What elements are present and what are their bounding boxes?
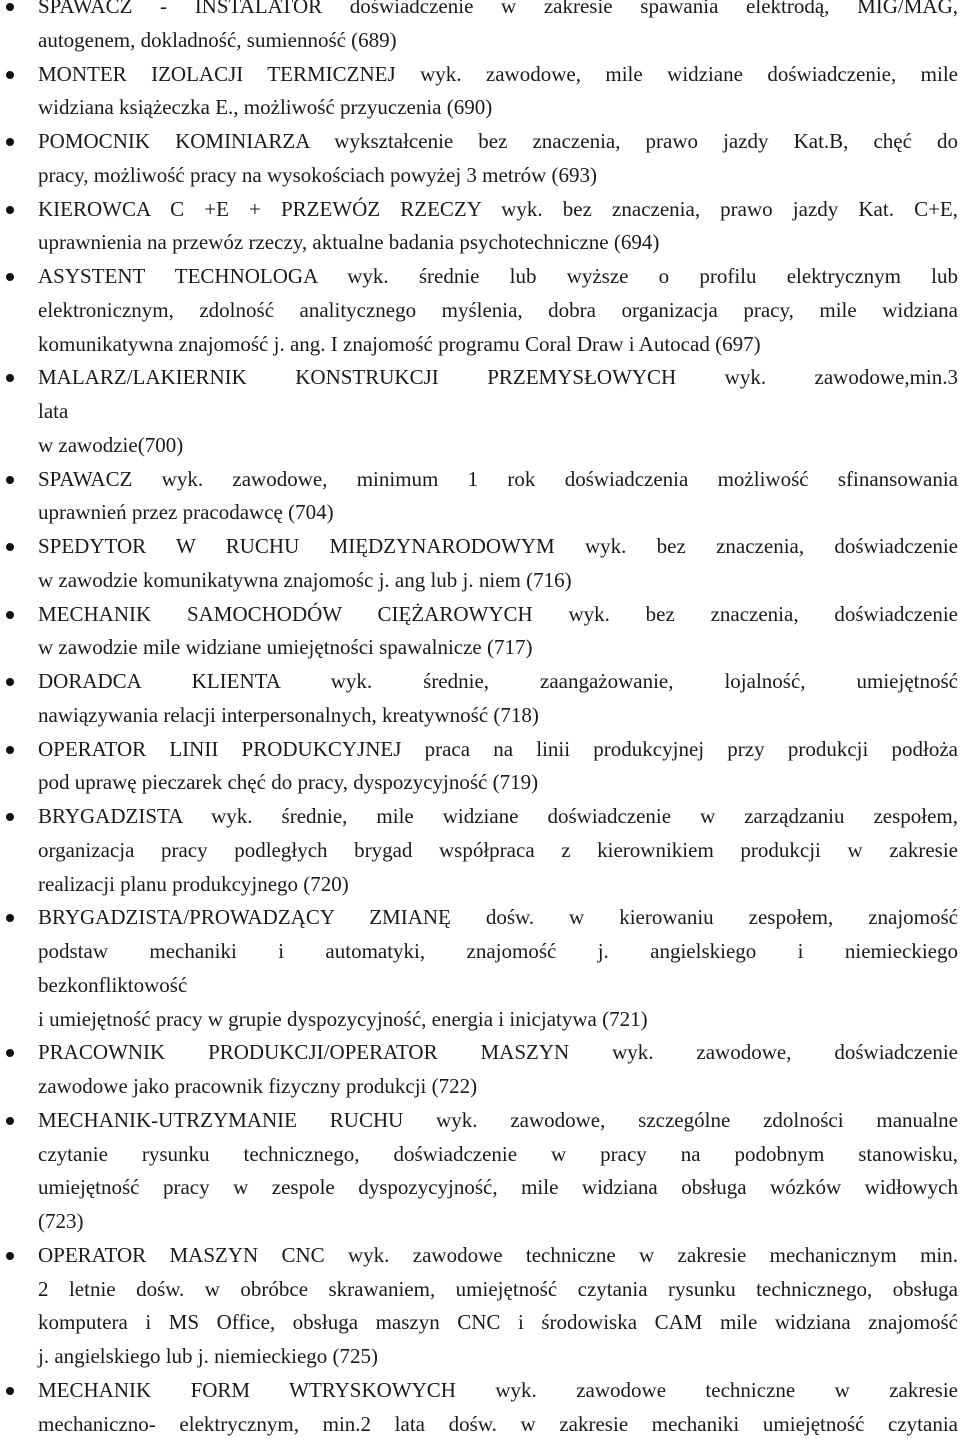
job-offer-item (0, 125, 960, 193)
job-offer-text-line: elektronicznym, zdolność analitycznego myślenia, dobra organizacja pracy, mile widziana (38, 297, 958, 322)
job-offer-item (0, 260, 960, 361)
job-offer-text-line: organizacja pracy podległych brygad współpraca z kierownikiem produkcji w zakresie (38, 837, 958, 862)
job-offer-text-line: OPERATOR MASZYN CNC wyk. zawodowe techniczne w zakresie mechanicznym min. (38, 1242, 958, 1267)
job-offer-text-line: PRACOWNIK PRODUKCJI/OPERATOR MASZYN wyk. zawodowe, doświadczenie (38, 1040, 958, 1065)
job-offer-text-line: komputera i MS Office, obsługa maszyn CNC i środowiska CAM mile widziana znajomość (38, 1310, 958, 1335)
job-offer-text-line: umiejętność pracy w zespole dyspozycyjność, mile widziana obsługa wózków widłowych (38, 1175, 958, 1200)
bullet-dot-icon (6, 1049, 14, 1057)
job-offer-item (0, 58, 960, 126)
job-offer-text-line: MALARZ/LAKIERNIK KONSTRUKCJI PRZEMYSŁOWYCH wyk. zawodowe,min.3 (38, 365, 958, 390)
bullet-dot-icon (6, 813, 14, 821)
bullet-dot-icon (6, 3, 14, 11)
job-offer-text-line: j. angielskiego lub j. niemieckiego (725) (38, 1344, 378, 1368)
job-offer-text-line: ASYSTENT TECHNOLOGA wyk. średnie lub wyższe o profilu elektrycznym lub (38, 264, 958, 288)
bullet-dot-icon (6, 543, 14, 551)
bullet-dot-icon (6, 138, 14, 146)
job-offer-text-line: w zawodzie mile widziane umiejętności spawalnicze (717) (38, 635, 533, 660)
job-offer-text-line: POMOCNIK KOMINIARZA wykształcenie bez znaczenia, prawo jazdy Kat.B, chęć do (38, 129, 958, 153)
bullet-dot-icon (6, 746, 14, 754)
job-offer-text-line: podstaw mechaniki i automatyki, znajomość j. angielskiego i niemieckiego (38, 939, 958, 963)
job-offer-text-line: SPAWACZ wyk. zawodowe, minimum 1 rok doświadczenia możliwość sfinansowania (38, 466, 958, 491)
bullet-dot-icon (6, 71, 14, 79)
job-offer-item (0, 733, 960, 801)
job-offer-text-line: czytanie rysunku technicznego, doświadczenie w pracy na podobnym stanowisku, (38, 1141, 958, 1166)
bullet-dot-icon (6, 374, 14, 382)
bullet-dot-icon (6, 1387, 14, 1395)
job-offer-item (0, 665, 960, 733)
job-offer-text-line: DORADCA KLIENTA wyk. średnie, zaangażowanie, lojalność, umiejętność (38, 669, 958, 693)
job-offer-text-line: SPEDYTOR W RUCHU MIĘDZYNARODOWYM wyk. bez znaczenia, doświadczenie (38, 534, 958, 558)
bullet-dot-icon (6, 273, 14, 281)
job-offer-item (0, 530, 960, 598)
job-offer-text-line: uprawnień przez pracodawcę (704) (38, 500, 334, 525)
job-offer-text-line: KIEROWCA C +E + PRZEWÓZ RZECZY wyk. bez znaczenia, prawo jazdy Kat. C+E, (38, 196, 958, 221)
job-offer-text-line: OPERATOR LINII PRODUKCYJNEJ praca na linii produkcyjnej przy produkcji podłoża (38, 736, 958, 761)
job-offer-text-line: MECHANIK-UTRZYMANIE RUCHU wyk. zawodowe, szczególne zdolności manualne (38, 1107, 958, 1132)
bullet-dot-icon (6, 678, 14, 686)
job-offer-text-line: pod uprawę pieczarek chęć do pracy, dyspozycyjność (719) (38, 770, 539, 795)
job-offer-text-line: MECHANIK SAMOCHODÓW CIĘŻAROWYCH wyk. bez znaczenia, doświadczenie (38, 601, 958, 626)
job-offer-item (0, 361, 960, 462)
job-offer-text-line: uprawnienia na przewóz rzeczy, aktualne badania psychotechniczne (694) (38, 230, 660, 255)
job-offer-item (0, 0, 960, 58)
bullet-dot-icon (6, 611, 14, 619)
job-offer-text-line: komunikatywna znajomość j. ang. I znajomość programu Coral Draw i Autocad (697) (38, 331, 761, 356)
job-offer-item (0, 1104, 960, 1239)
job-offer-text-line: nawiązywania relacji interpersonalnych, kreatywność (718) (38, 702, 539, 727)
job-offer-text-line: lata (38, 399, 69, 423)
job-offer-text-line: w zawodzie komunikatywna znajomośc j. ang lub j. niem (716) (38, 567, 572, 592)
bullet-dot-icon (6, 1117, 14, 1125)
job-offer-text-line: bezkonfliktowość (38, 972, 188, 997)
bullet-dot-icon (6, 476, 14, 484)
job-offer-text-line: MECHANIK FORM WTRYSKOWYCH wyk. zawodowe techniczne w zakresie (38, 1377, 958, 1402)
job-offer-text-line: BRYGADZISTA wyk. średnie, mile widziane doświadczenie w zarządzaniu zespołem, (38, 804, 958, 828)
job-offer-text-line: BRYGADZISTA/PROWADZĄCY ZMIANĘ dośw. w kierowaniu zespołem, znajomość (38, 905, 958, 930)
job-offer-item (0, 598, 960, 666)
job-offer-item (0, 463, 960, 531)
job-offer-item (0, 193, 960, 261)
bullet-dot-icon (6, 1252, 14, 1260)
job-offer-text-line: SPAWACZ - INSTALATOR doświadczenie w zakresie spawania elektrodą, MIG/MAG, (38, 0, 958, 18)
job-offer-item (0, 901, 960, 1036)
job-offer-item (0, 1239, 960, 1374)
job-offer-text-line: MONTER IZOLACJI TERMICZNEJ wyk. zawodowe, mile widziane doświadczenie, mile (38, 61, 958, 86)
job-offer-item (0, 1036, 960, 1104)
job-offer-text-line: (723) (38, 1209, 84, 1233)
job-offer-text-line: i umiejętność pracy w grupie dyspozycyjność, energia i inicjatywa (721) (38, 1006, 648, 1031)
job-offer-text-line: zawodowe jako pracownik fizyczny produkcji (722) (38, 1074, 478, 1098)
job-offer-text-line: w zawodzie(700) (38, 432, 184, 457)
job-offer-text-line: mechaniczno- elektrycznym, min.2 lata dośw. w zakresie mechaniki umiejętność czytania (38, 1411, 958, 1436)
job-offer-text-line: realizacji planu produkcyjnego (720) (38, 871, 349, 896)
job-offer-text-line: 2 letnie dośw. w obróbce skrawaniem, umiejętność czytania rysunku technicznego, obsługa (38, 1276, 958, 1301)
job-offer-item (0, 800, 960, 901)
job-offer-item (0, 1374, 960, 1442)
job-offer-text-line: pracy, możliwość pracy na wysokościach powyżej 3 metrów (693) (38, 162, 598, 187)
job-offer-text-line: autogenem, dokladność, sumienność (689) (38, 27, 397, 52)
bullet-dot-icon (6, 206, 14, 214)
job-offer-text-line: widziana książeczka E., możliwość przyuczenia (690) (38, 95, 493, 120)
bullet-dot-icon (6, 914, 14, 922)
